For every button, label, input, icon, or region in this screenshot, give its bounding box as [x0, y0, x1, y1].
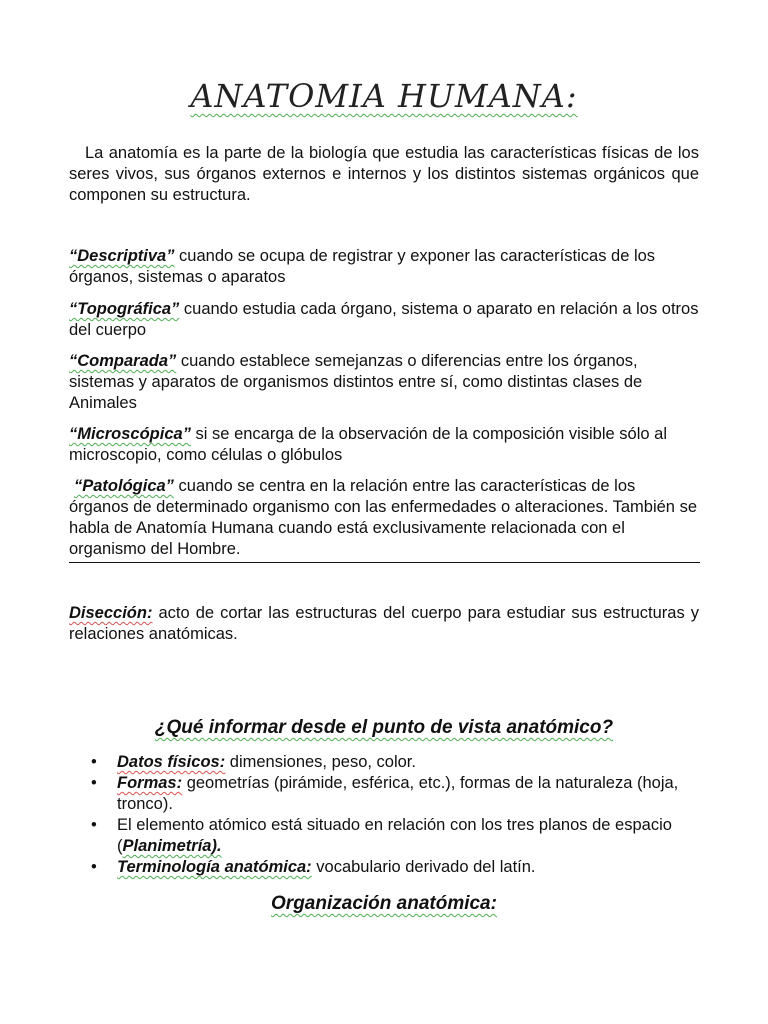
- organization-heading: Organización anatómica:: [271, 893, 497, 914]
- type-descriptiva: “Descriptiva” cuando se ocupa de registrar y exponer las características de los órganos, sistemas o aparatos: [69, 247, 656, 286]
- type-topografica: “Topográfica” cuando estudia cada órgano, sistema o aparato en relación a los otros del cuerpo: [69, 300, 699, 339]
- info-list: [69, 752, 699, 878]
- bullet-icon: •: [91, 774, 97, 792]
- term-topografica: “Topográfica”: [69, 300, 180, 318]
- term-diseccion: Disección:: [69, 604, 153, 622]
- type-patologica: “Patológica” cuando se centra en la relación entre las características de los órganos de determinado organismo con las enfermedades o alteraciones. También se habla de Anatomía Humana cuando está exclusivamente relacionada con el organismo del Hombre.: [69, 477, 697, 558]
- horizontal-divider: [69, 562, 700, 563]
- type-comparada: “Comparada” cuando establece semejanzas o diferencias entre los órganos, sistemas y aparatos de organismos distintos entre sí, como distintas clases de Animales: [69, 352, 643, 412]
- type-microscopica: “Microscópica” si se encarga de la observación de la composición visible sólo al microscopio, como células o glóbulos: [69, 425, 667, 464]
- term-descriptiva: “Descriptiva”: [69, 247, 175, 265]
- list-item: • Formas: geometrías (pirámide, esférica, etc.), formas de la naturaleza (hoja, tronco).: [91, 774, 679, 813]
- list-item: • El elemento atómico está situado en relación con los tres planos de espacio (Planimetría).: [91, 816, 672, 855]
- intro-paragraph: La anatomía es la parte de la biología que estudia las características físicas de los seres vivos, sus órganos externos e internos y los distintos sistemas orgánicos que componen su estructura.: [69, 144, 699, 204]
- bullet-icon: •: [91, 816, 97, 834]
- list-item: • Terminología anatómica: vocabulario derivado del latín.: [91, 858, 536, 876]
- bullet-icon: •: [91, 858, 97, 876]
- diseccion-paragraph: Disección: acto de cortar las estructuras del cuerpo para estudiar sus estructuras y relaciones anatómicas.: [69, 604, 699, 643]
- term-comparada: “Comparada”: [69, 352, 177, 370]
- list-item: • Datos físicos: dimensiones, peso, color.: [91, 753, 416, 771]
- bullet-icon: •: [91, 753, 97, 771]
- question-heading: ¿Qué informar desde el punto de vista anatómico?: [154, 717, 614, 738]
- term-patologica: “Patológica”: [74, 477, 174, 495]
- term-microscopica: “Microscópica”: [69, 425, 191, 443]
- document-title: ANATOMIA HUMANA:: [190, 77, 578, 115]
